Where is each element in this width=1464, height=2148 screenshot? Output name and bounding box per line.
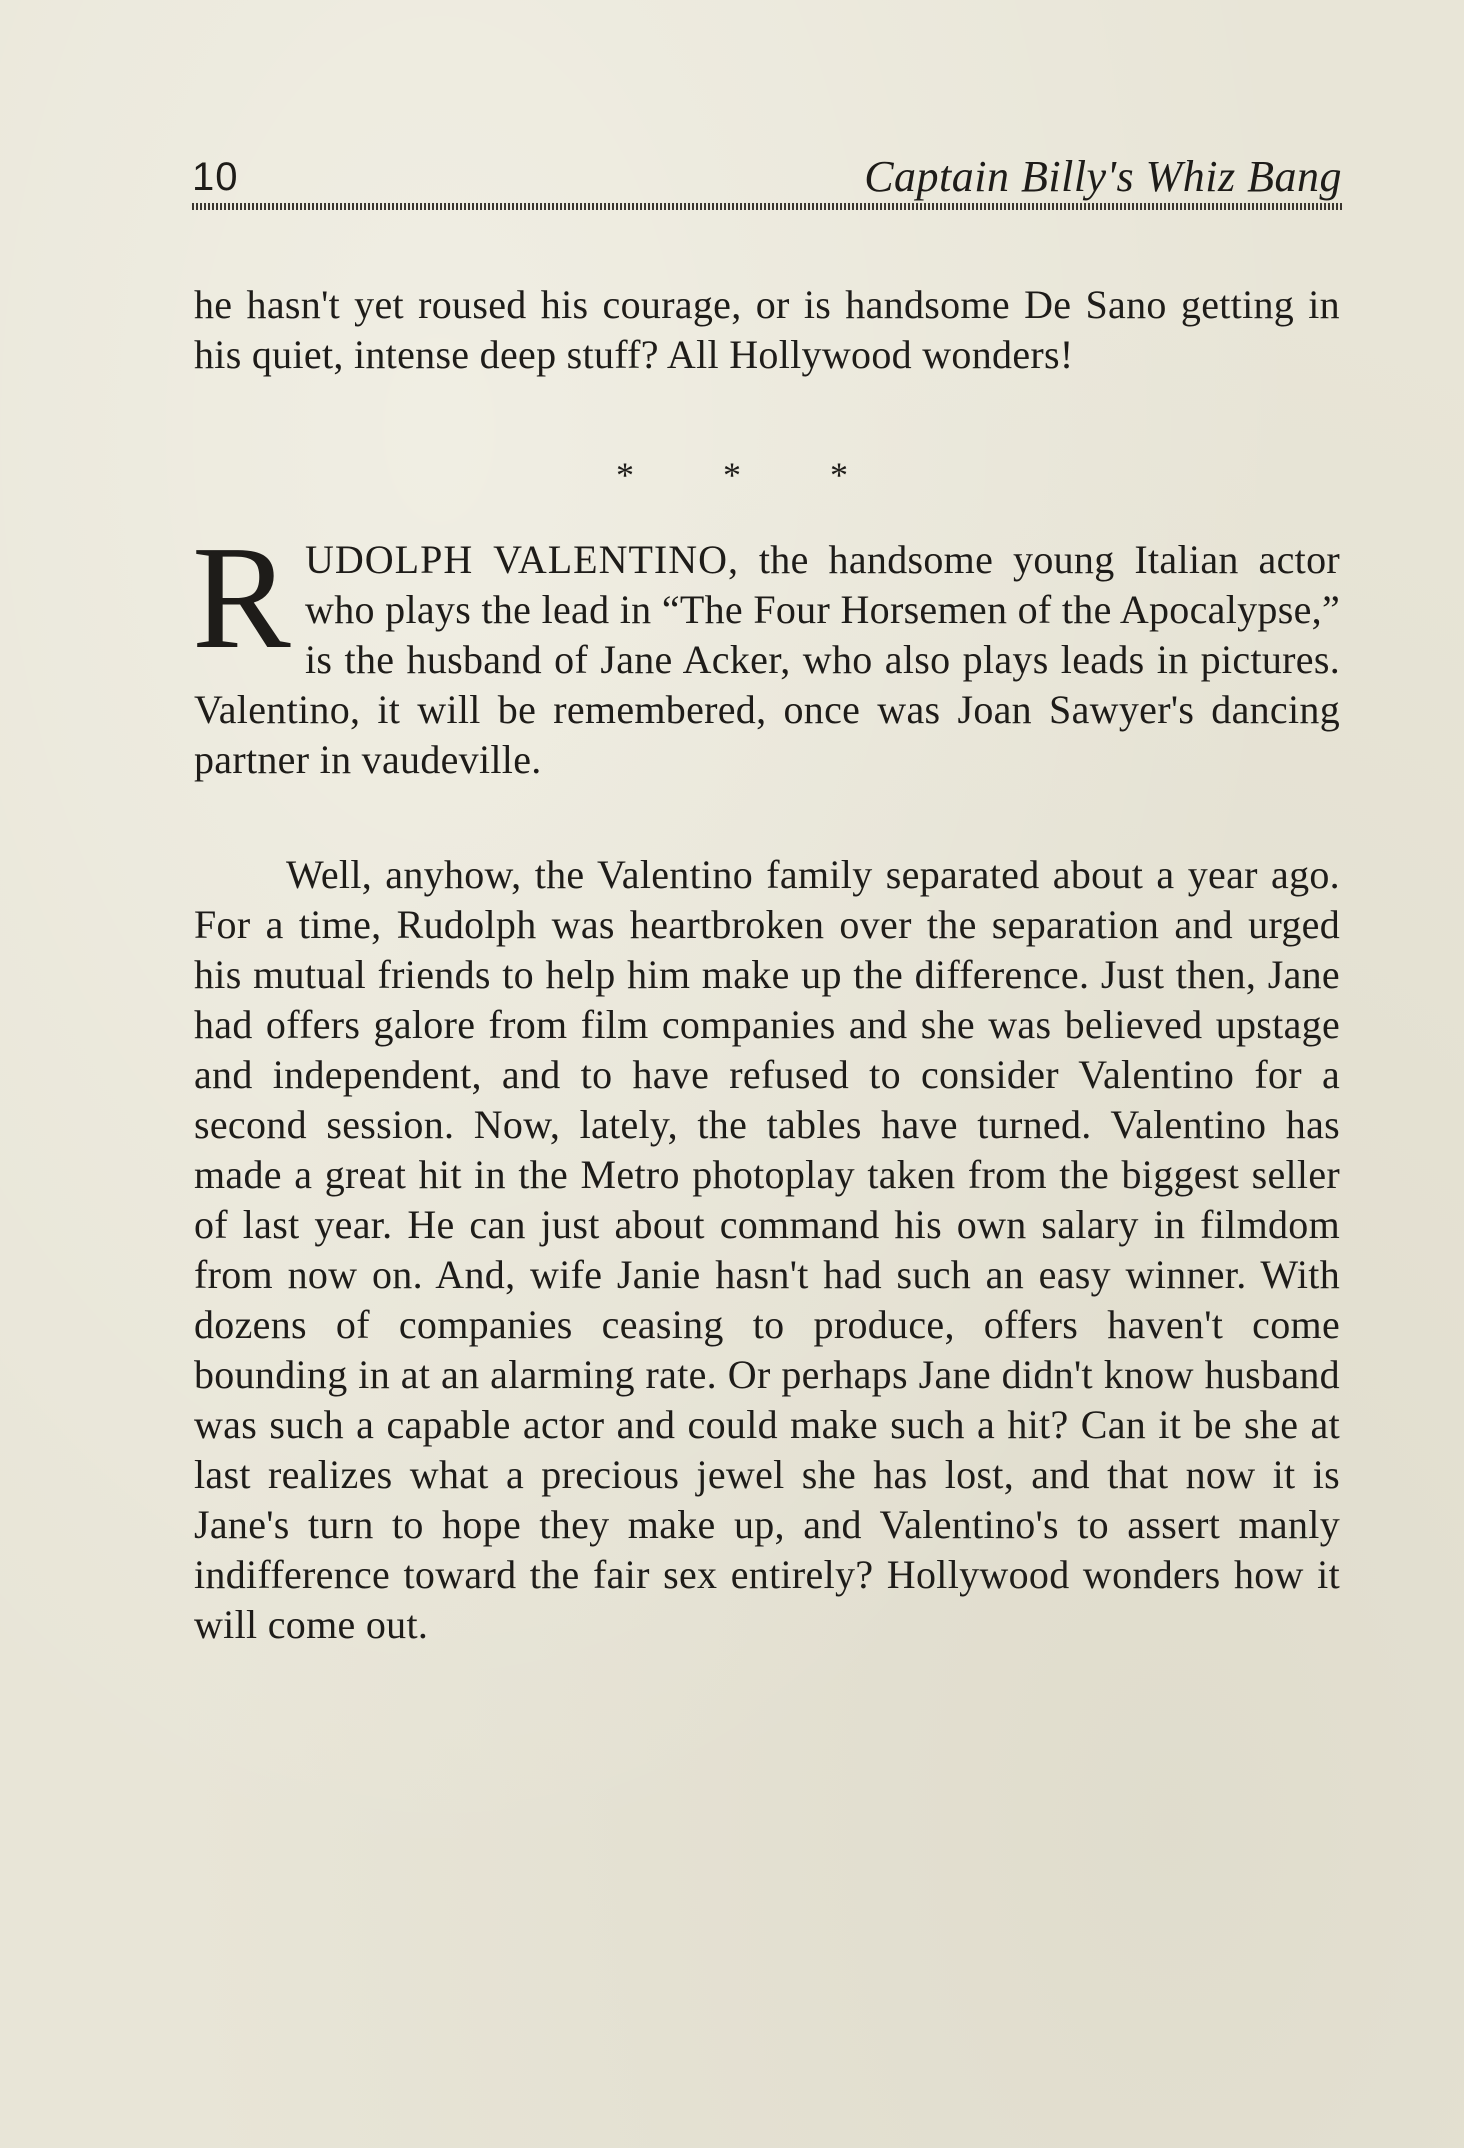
article-lead-paragraph <box>192 516 1340 785</box>
header-rule <box>192 203 1342 210</box>
lead-caps: UDOLPH VALENTINO, <box>305 537 740 582</box>
page-number: 10 <box>192 155 239 199</box>
continued-paragraph: he hasn't yet roused his courage, or is handsome De Sano getting in his quiet, intense deep stuff? All Hollywood wonders! <box>194 282 1340 377</box>
article-paragraph: Well, anyhow, the Valentino family separated about a year ago. For a time, Rudolph was heartbroken over the separation and urged his mutual friends to help him make up the difference. Just then, Jane had offers galore from film companies and she was believed upstage and independent, and to have refused to consider Valentino for a second session. Now, lately, the tables have turned. Valentino has made a great hit in the Metro photoplay taken from the biggest seller of last year. He can just about command his own salary in filmdom from now on. And, wife Janie hasn't had such an easy winner. With dozens of companies ceasing to produce, offers haven't come bounding in at an alarming rate. Or perhaps Jane didn't know husband was such a capable actor and could make such a hit? Can it be she at last realizes what a precious jewel she has lost, and that now it is Jane's turn to hope they make up, and Valentino's to assert manly indifference toward the fair sex entirely? Hollywood wonders how it will come out. <box>194 852 1340 1647</box>
section-separator: * * * <box>616 455 888 495</box>
drop-cap: R <box>192 516 292 680</box>
running-title: Captain Billy's Whiz Bang <box>864 152 1342 201</box>
lead-paragraph-text: the handsome young Italian actor who plays the lead in “The Four Horsemen of the Apocalypse,” is the husband of Jane Acker, who also plays leads in pictures. Valentino, it will be remembered, once was Joan Sawyer's dancing partner in vaudeville. <box>194 537 1340 782</box>
